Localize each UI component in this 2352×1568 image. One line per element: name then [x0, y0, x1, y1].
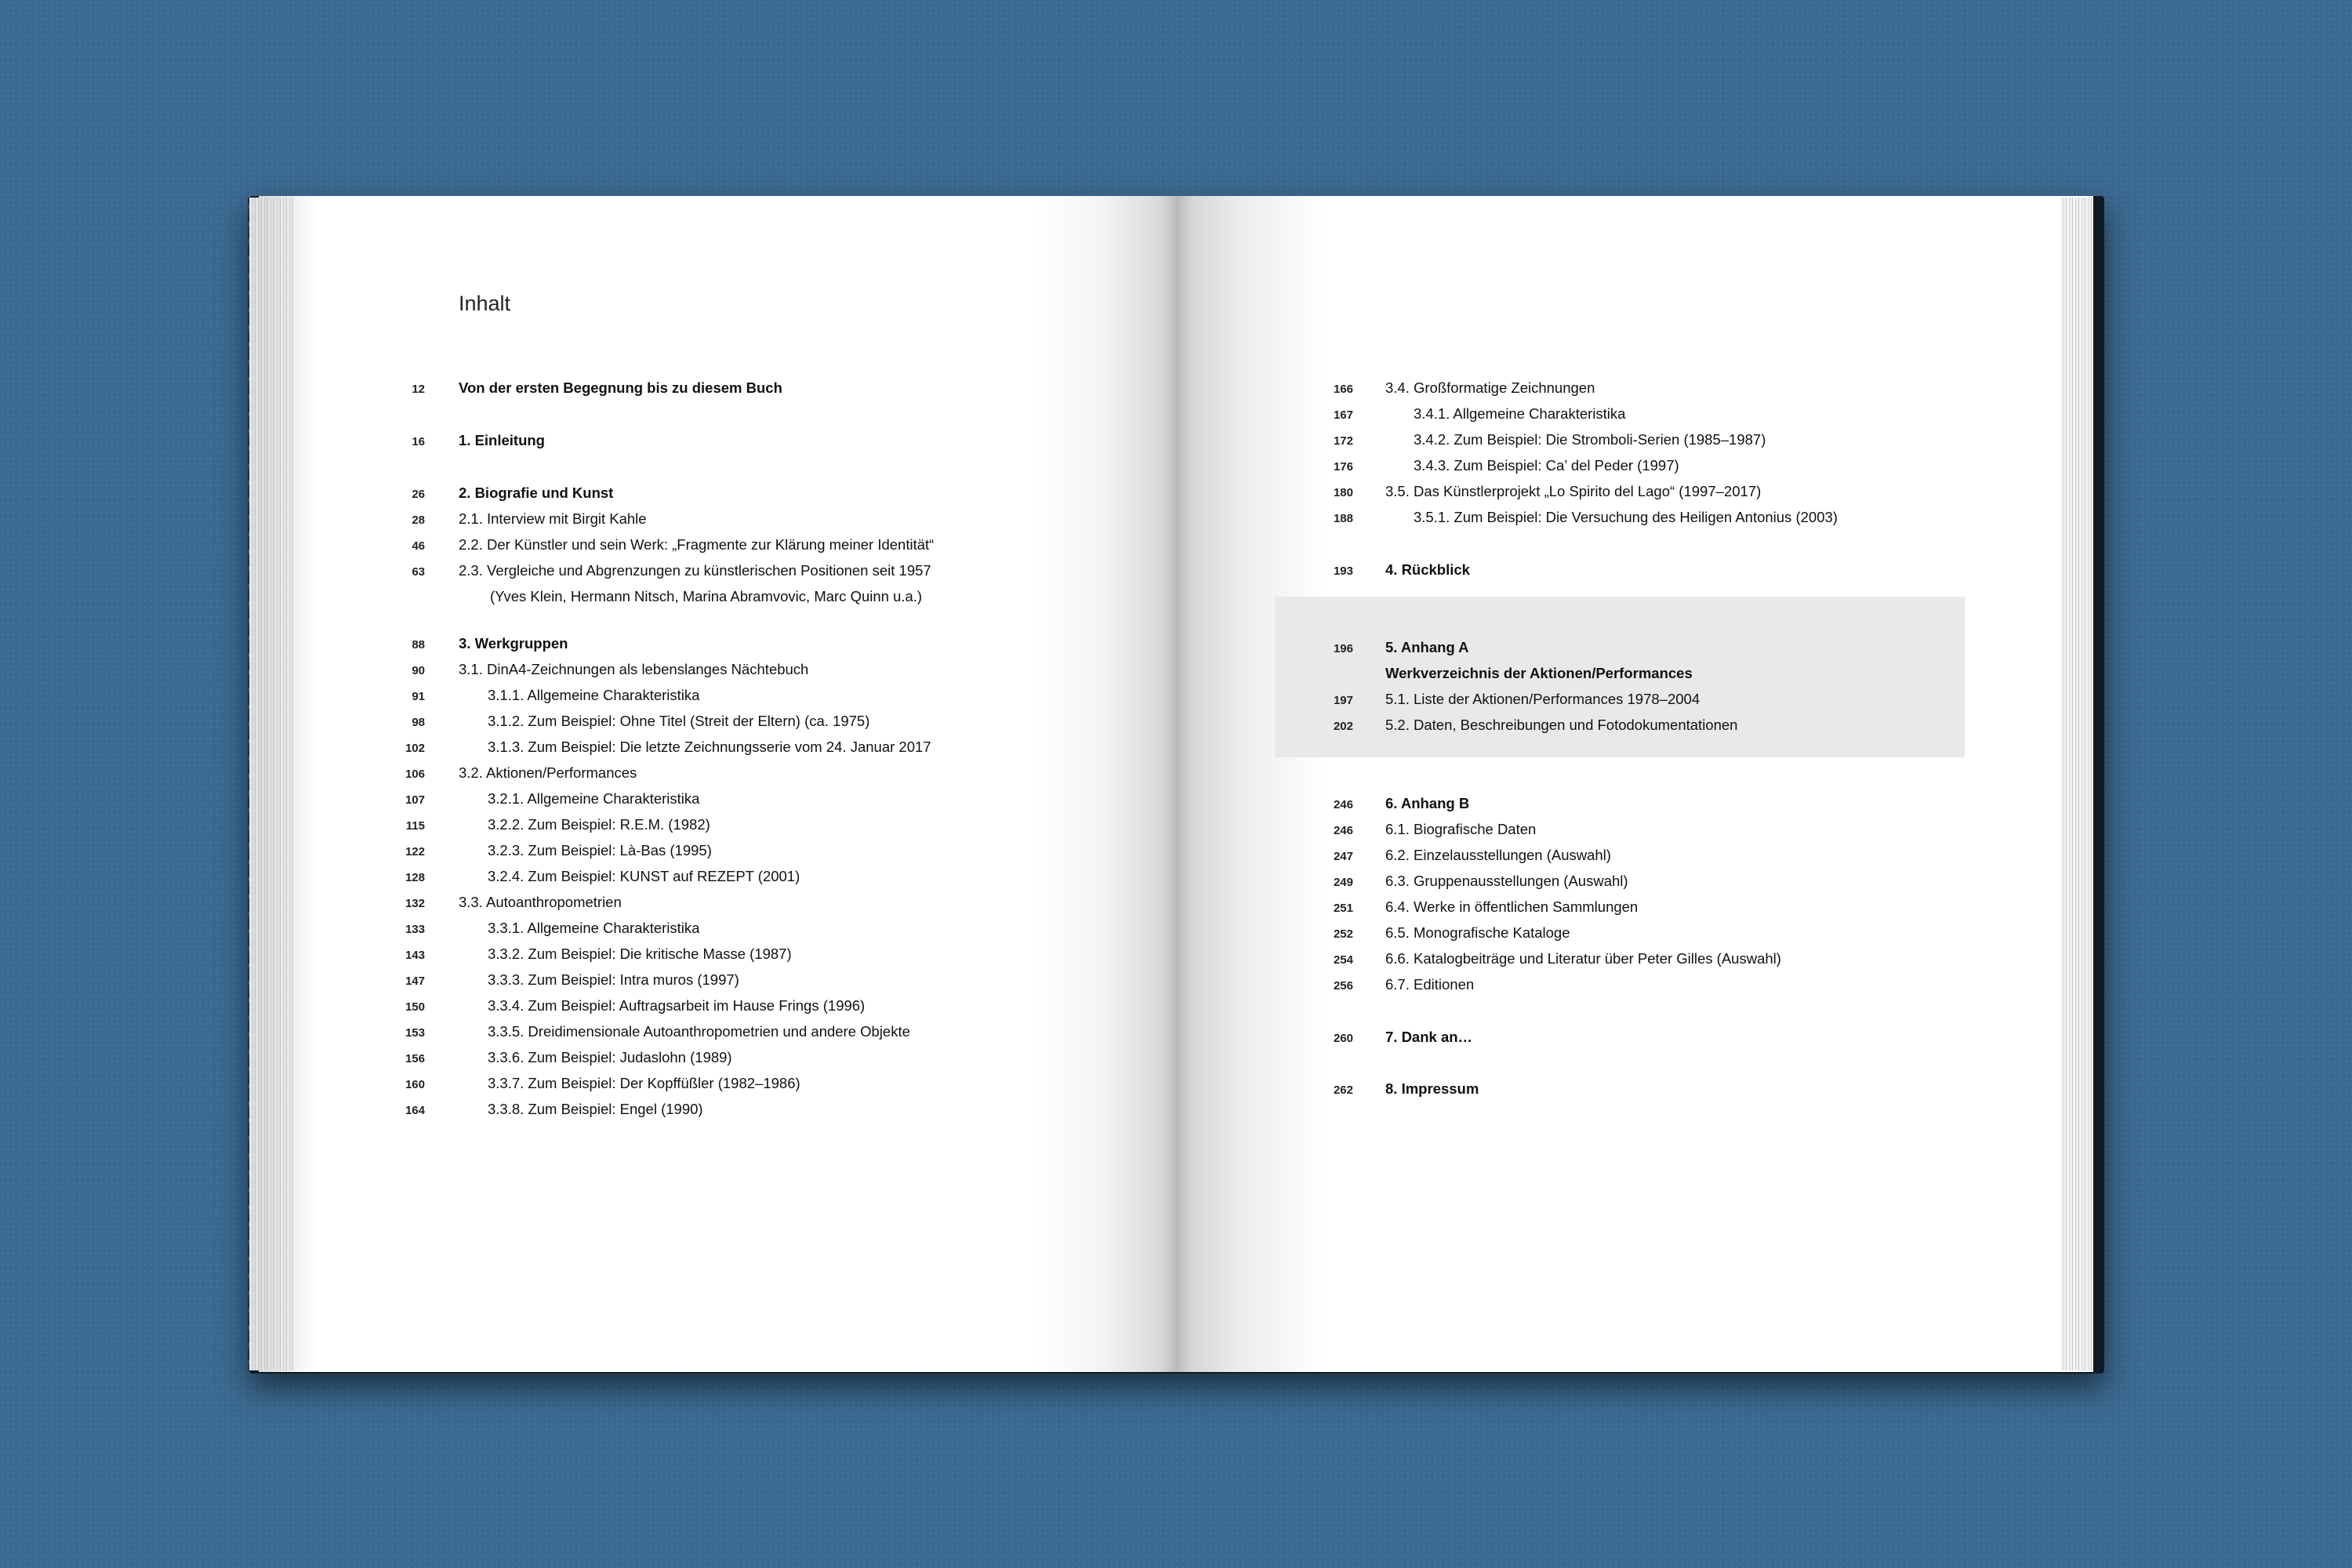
- toc-entry-title: 8. Impressum: [1385, 1080, 1479, 1097]
- toc-entry-title: 6.3. Gruppenausstellungen (Auswahl): [1385, 873, 1628, 889]
- toc-entry-title: 2.2. Der Künstler und sein Werk: „Fragmente zur Klärung meiner Identität“: [459, 536, 935, 553]
- page-edges-right: [2060, 198, 2092, 1370]
- toc-page-number: 249: [1333, 876, 1353, 889]
- toc-entry-title: 3.3.3. Zum Beispiel: Intra muros (1997): [488, 971, 739, 988]
- toc-entry-title: 5. Anhang A: [1385, 639, 1469, 655]
- toc-entry-title: 3.5. Das Künstlerprojekt „Lo Spirito del Lago“ (1997–2017): [1385, 483, 1762, 499]
- toc-entry-title: 3.2.4. Zum Beispiel: KUNST auf REZEPT (2001): [488, 868, 800, 884]
- toc-page-number: 262: [1333, 1083, 1353, 1097]
- left-page-shade: [259, 196, 321, 1372]
- toc-entry-title: Von der ersten Begegnung bis zu diesem Buch: [459, 379, 782, 396]
- toc-page-number: 260: [1333, 1032, 1353, 1045]
- toc-page-number: 150: [405, 1000, 425, 1014]
- toc-page-number: 252: [1333, 927, 1353, 941]
- toc-page-number: 188: [1333, 512, 1353, 525]
- toc-entry-title: 1. Einleitung: [459, 432, 545, 448]
- toc-entry-title: 6.1. Biografische Daten: [1385, 821, 1537, 837]
- toc-page-number: 122: [405, 845, 425, 858]
- toc-entry-title: 3.3.8. Zum Beispiel: Engel (1990): [488, 1101, 703, 1117]
- toc-page-number: 254: [1333, 953, 1353, 967]
- toc-page-number: 46: [412, 539, 425, 553]
- toc-entry-title: 3.2. Aktionen/Performances: [459, 764, 637, 781]
- toc-entry-title: 5.1. Liste der Aktionen/Performances 1978–2004: [1385, 691, 1700, 707]
- toc-page-number: 167: [1333, 408, 1353, 422]
- toc-entry-title: 7. Dank an…: [1385, 1029, 1473, 1045]
- toc-heading: Inhalt: [459, 292, 511, 315]
- toc-page-number: 128: [405, 871, 425, 884]
- toc-page-number: 246: [1333, 824, 1353, 837]
- toc-entry-title: 2.1. Interview mit Birgit Kahle: [459, 510, 647, 527]
- toc-entry-title: 3.3. Autoanthropometrien: [459, 894, 622, 910]
- toc-entry-title: 2. Biografie und Kunst: [459, 485, 614, 501]
- toc-entry-title: 3.3.2. Zum Beispiel: Die kritische Masse (1987): [488, 946, 792, 962]
- toc-entry-title: 3.3.4. Zum Beispiel: Auftragsarbeit im Hause Frings (1996): [488, 997, 866, 1014]
- toc-entry-title: 3.1.3. Zum Beispiel: Die letzte Zeichnungsserie vom 24. Januar 2017: [488, 739, 931, 755]
- toc-entry-title: 6.2. Einzelausstellungen (Auswahl): [1385, 847, 1611, 863]
- toc-page-number: 26: [412, 488, 425, 501]
- toc-page-number: 251: [1333, 902, 1353, 915]
- right-page: [1176, 196, 2093, 1372]
- toc-page-number: 98: [412, 716, 425, 729]
- toc-page-number: 107: [405, 793, 425, 807]
- toc-page-number: 90: [412, 664, 425, 677]
- toc-entry-title: 3.4. Großformatige Zeichnungen: [1385, 379, 1595, 396]
- toc-page-number: 193: [1333, 564, 1353, 578]
- toc-page-number: 102: [405, 742, 425, 755]
- toc-entry-title: 3.5.1. Zum Beispiel: Die Versuchung des Heiligen Antonius (2003): [1414, 509, 1838, 525]
- toc-entry-title: 3.3.1. Allgemeine Charakteristika: [488, 920, 700, 936]
- toc-entry-subtitle: (Yves Klein, Hermann Nitsch, Marina Abramvovic, Marc Quinn u.a.): [490, 588, 923, 604]
- toc-entry-title: 3.2.2. Zum Beispiel: R.E.M. (1982): [488, 816, 710, 833]
- toc-entry-title: 6.4. Werke in öffentlichen Sammlungen: [1385, 898, 1639, 915]
- toc-entry-title: 3.4.3. Zum Beispiel: Ca’ del Peder (1997): [1414, 457, 1679, 474]
- toc-page-number: 160: [405, 1078, 425, 1091]
- toc-page-number: 180: [1333, 486, 1353, 499]
- toc-page-number: 91: [412, 690, 425, 703]
- toc-page-number: 256: [1333, 979, 1353, 993]
- toc-entry-title: 3.3.6. Zum Beispiel: Judaslohn (1989): [488, 1049, 732, 1065]
- toc-page-number: 12: [412, 383, 425, 396]
- toc-page-number: 196: [1333, 642, 1353, 655]
- toc-page-number: 115: [405, 819, 425, 833]
- toc-page-number: 247: [1333, 850, 1353, 863]
- toc-entry-title: 6.7. Editionen: [1385, 976, 1475, 993]
- toc-page-number: 28: [412, 514, 425, 527]
- toc-entry-title: 6. Anhang B: [1385, 795, 1470, 811]
- toc-page-number: 16: [412, 435, 425, 448]
- toc-page-number: 147: [405, 975, 425, 988]
- toc-entry-title: 6.6. Katalogbeiträge und Literatur über Peter Gilles (Auswahl): [1385, 950, 1781, 967]
- toc-page-number: 143: [405, 949, 425, 962]
- toc-page-number: 246: [1333, 798, 1353, 811]
- toc-page-number: 63: [412, 565, 425, 579]
- toc-entry-title: 3.2.3. Zum Beispiel: Là-Bas (1995): [488, 842, 712, 858]
- toc-page-number: 88: [412, 638, 425, 652]
- toc-entry-title: 3.2.1. Allgemeine Charakteristika: [488, 790, 700, 807]
- toc-entry-title: 2.3. Vergleiche und Abgrenzungen zu künstlerischen Positionen seit 1957: [459, 562, 931, 579]
- toc-page-number: 172: [1333, 434, 1353, 448]
- toc-entry-title: 3.1. DinA4-Zeichnungen als lebenslanges Nächtebuch: [459, 661, 809, 677]
- toc-page-number: 202: [1333, 720, 1353, 733]
- toc-page-number: 153: [405, 1026, 425, 1040]
- toc-entry-title: 3.4.2. Zum Beispiel: Die Stromboli-Serien (1985–1987): [1414, 431, 1766, 448]
- toc-entry-title: 3.1.1. Allgemeine Charakteristika: [488, 687, 700, 703]
- toc-page-number: 133: [405, 923, 425, 936]
- toc-entry-subtitle: Werkverzeichnis der Aktionen/Performances: [1385, 665, 1693, 681]
- toc-entry-title: 3.1.2. Zum Beispiel: Ohne Titel (Streit der Eltern) (ca. 1975): [488, 713, 870, 729]
- toc-entry-title: 3.3.7. Zum Beispiel: Der Kopffüßler (1982–1986): [488, 1075, 800, 1091]
- toc-entry-title: 4. Rückblick: [1385, 561, 1470, 578]
- toc-page-number: 106: [405, 768, 425, 781]
- toc-page-number: 176: [1333, 460, 1353, 474]
- toc-entry-title: 3.4.1. Allgemeine Charakteristika: [1414, 405, 1626, 422]
- toc-entry-title: 3.3.5. Dreidimensionale Autoanthropometrien und andere Objekte: [488, 1023, 910, 1040]
- toc-entry-title: 5.2. Daten, Beschreibungen und Fotodokumentationen: [1385, 717, 1738, 733]
- toc-page-number: 166: [1333, 383, 1353, 396]
- toc-page-number: 164: [405, 1104, 425, 1117]
- toc-entry-title: 6.5. Monografische Kataloge: [1385, 924, 1570, 941]
- toc-entry-title: 3. Werkgruppen: [459, 635, 568, 652]
- toc-page-number: 132: [405, 897, 425, 910]
- toc-page-number: 197: [1333, 694, 1353, 707]
- toc-page-number: 156: [405, 1052, 425, 1065]
